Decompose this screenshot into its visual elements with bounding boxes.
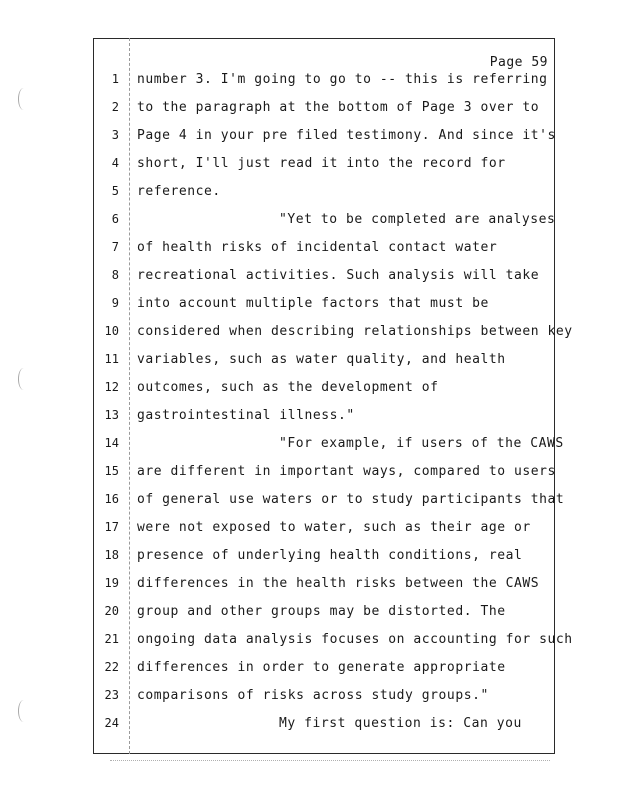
line-number: 16: [104, 492, 119, 506]
transcript-line: [93, 324, 573, 352]
line-text: "Yet to be completed are analyses: [279, 212, 556, 227]
line-text: Page 4 in your pre filed testimony. And since it's: [137, 128, 556, 143]
line-text: of health risks of incidental contact water: [137, 240, 498, 255]
binder-hole-mark-top: [18, 88, 29, 110]
line-number: 5: [111, 184, 119, 198]
line-number: 7: [111, 240, 119, 254]
line-text: into account multiple factors that must be: [137, 296, 489, 311]
transcript-line: [93, 716, 555, 744]
line-text: variables, such as water quality, and health: [137, 352, 506, 367]
line-text: outcomes, such as the development of: [137, 380, 439, 395]
line-number: 2: [111, 100, 119, 114]
line-text: presence of underlying health conditions, real: [137, 548, 523, 563]
line-number: 4: [111, 156, 119, 170]
line-text: ongoing data analysis focuses on accounting for such: [137, 632, 573, 647]
line-number: 6: [111, 212, 119, 226]
binder-hole-mark-middle: [18, 368, 29, 390]
line-number: 12: [104, 380, 119, 394]
line-text: of general use waters or to study participants that: [137, 492, 565, 507]
line-number: 11: [104, 352, 119, 366]
line-number: 13: [104, 408, 119, 422]
line-text: short, I'll just read it into the record for: [137, 156, 506, 171]
line-number: 22: [104, 660, 119, 674]
line-number: 21: [104, 632, 119, 646]
line-number: 17: [104, 520, 119, 534]
line-text: comparisons of risks across study groups.": [137, 688, 489, 703]
line-text: to the paragraph at the bottom of Page 3 over to: [137, 100, 540, 115]
line-number: 23: [104, 688, 119, 702]
line-number: 15: [104, 464, 119, 478]
transcript-line: [93, 100, 555, 128]
footer-scan-noise: [110, 760, 550, 764]
line-text: differences in the health risks between the CAWS: [137, 576, 540, 591]
line-text: were not exposed to water, such as their age or: [137, 520, 531, 535]
line-number: 1: [111, 72, 119, 86]
transcript-line: [93, 352, 555, 380]
transcript-line: [93, 436, 564, 464]
transcript-line: [93, 688, 555, 716]
line-text: reference.: [137, 184, 221, 199]
transcript-line: [93, 156, 555, 184]
transcript-line: [93, 380, 555, 408]
line-number: 19: [104, 576, 119, 590]
transcript-line: [93, 240, 555, 268]
line-text: considered when describing relationships between key: [137, 324, 573, 339]
line-number: 8: [111, 268, 119, 282]
line-text: differences in order to generate appropriate: [137, 660, 506, 675]
line-text: number 3. I'm going to go to -- this is referring: [137, 72, 548, 87]
transcript-line: [93, 632, 573, 660]
line-number: 10: [104, 324, 119, 338]
line-text: group and other groups may be distorted. The: [137, 604, 506, 619]
transcript-line: [93, 548, 555, 576]
page-number-header: Page 59: [489, 55, 548, 70]
binder-hole-mark-bottom: [18, 700, 29, 722]
line-number: 20: [104, 604, 119, 618]
line-text: My first question is: Can you: [279, 716, 522, 731]
transcript-line: [93, 128, 555, 156]
transcript-line: [93, 268, 555, 296]
transcript-line: [93, 408, 555, 436]
line-text: are different in important ways, compared to users: [137, 464, 556, 479]
line-number: 9: [111, 296, 119, 310]
transcript-line: [93, 660, 555, 688]
line-number: 24: [104, 716, 119, 730]
line-number: 3: [111, 128, 119, 142]
line-text: "For example, if users of the CAWS: [279, 436, 564, 451]
line-number: 18: [104, 548, 119, 562]
line-text: gastrointestinal illness.": [137, 408, 355, 423]
transcript-line: [93, 520, 555, 548]
transcript-line: [93, 604, 555, 632]
transcript-line: [93, 296, 555, 324]
transcript-line: [93, 464, 555, 492]
transcript-line: [93, 492, 565, 520]
line-number: 14: [104, 436, 119, 450]
transcript-line: [93, 184, 555, 212]
line-text: recreational activities. Such analysis will take: [137, 268, 540, 283]
transcript-line: [93, 72, 555, 100]
transcript-line: [93, 576, 555, 604]
transcript-line: [93, 212, 555, 240]
